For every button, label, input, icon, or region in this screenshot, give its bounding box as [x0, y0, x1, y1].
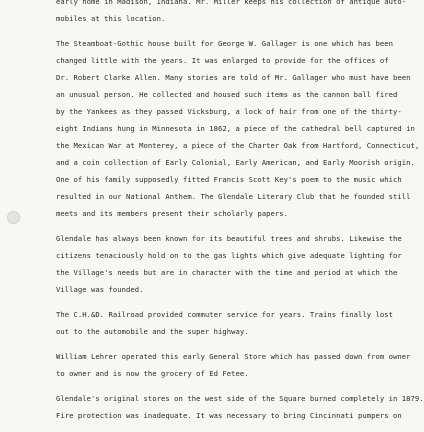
- text-line: mobiles at this location.: [56, 14, 166, 23]
- text-line: by the Yankees as they passed Vicksburg, a lock of hair from one of the thirty-: [56, 107, 402, 116]
- text-line: resulted in our National Anthem. The Glendale Literary Club that he founded still: [56, 192, 411, 201]
- text-line: meets and its members present their scholarly papers.: [56, 209, 288, 218]
- text-line: citizens tenaciously hold on to the gas lights which give adequate lighting for: [56, 251, 402, 260]
- text-line: changed little with the years. It was enlarged to provide for the offices of: [56, 56, 389, 65]
- text-line: William Lehrer operated this early General Store which has passed down from owner: [56, 352, 411, 361]
- text-line: Dr. Robert Clarke Allen. Many stories are told of Mr. Gallager who must have been: [56, 73, 411, 82]
- punch-hole: [7, 211, 20, 224]
- text-line: the Village's needs but are in character with the time and period at which the: [56, 268, 398, 277]
- text-line: One of his family supposedly fitted Francis Scott Key's poem to the music which: [56, 175, 402, 184]
- paragraph: [56, 390, 424, 424]
- text-line: eight Indians hung in Minnesota in 1862, a piece of the cathedral bell captured in: [56, 124, 415, 133]
- paragraph: [56, 230, 402, 298]
- text-line: Glendale's original stores on the west side of the Square burned completely in 1879.: [56, 394, 424, 403]
- text-line: The C.H.&D. Railroad provided commuter service for years. Trains finally lost: [56, 310, 394, 319]
- text-line: The Steamboat-Gothic house built for George W. Gallager is one which has been: [56, 39, 394, 48]
- paragraph: [56, 35, 420, 222]
- text-line: to owner and is now the grocery of Ed Fetee.: [56, 369, 249, 378]
- text-line: Glendale has always been known for its beautiful trees and shrubs. Likewise the: [56, 234, 402, 243]
- document-body: [56, 0, 424, 432]
- text-line: out to the automobile and the super highway.: [56, 327, 249, 336]
- text-line: early home in Madison, Indiana. Mr. Miller keeps his collection of antique auto-: [56, 0, 407, 6]
- paragraph: [56, 306, 396, 340]
- text-line: and a coin collection of Early Colonial, Early American, and Early Moorish origin.: [56, 158, 415, 167]
- paragraph: [56, 348, 411, 382]
- paragraph: [56, 0, 407, 27]
- text-line: Village was founded.: [56, 285, 144, 294]
- text-line: an unusual person. He collected and housed such items as the cannon ball fired: [56, 90, 398, 99]
- text-line: Fire protection was inadequate. It was necessary to bring Cincinnati pumpers on: [56, 411, 402, 420]
- text-line: the Mexican War at Monterey, a piece of the Charter Oak from Hartford, Connecticut,: [56, 141, 420, 150]
